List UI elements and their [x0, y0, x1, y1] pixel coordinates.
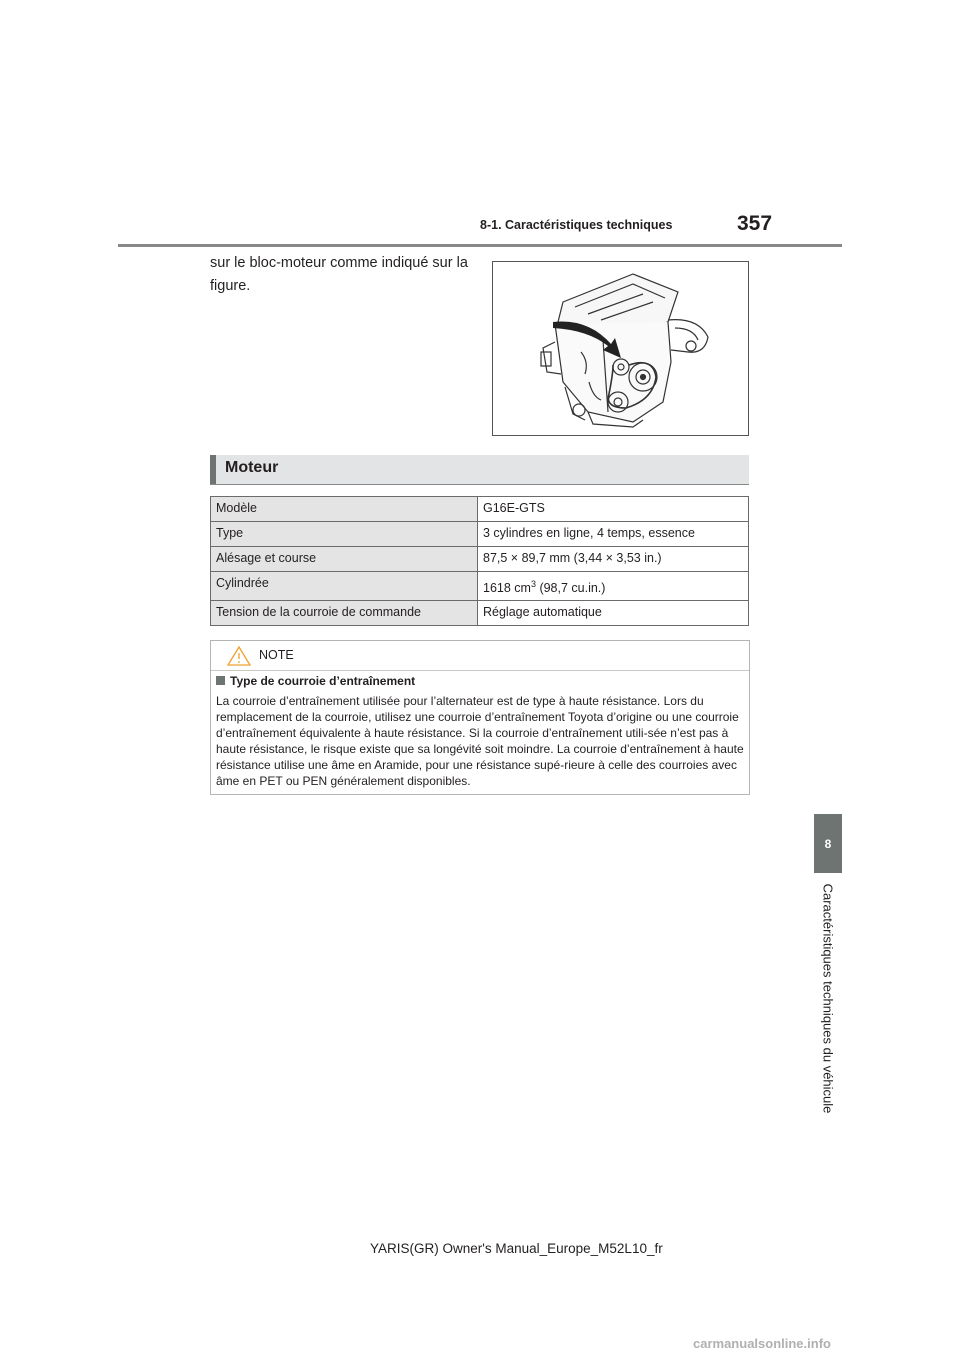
table-row [211, 547, 749, 572]
table-row [211, 522, 749, 547]
table-row [211, 497, 749, 522]
running-header: 8-1. Caractéristiques techniques [480, 218, 673, 232]
chapter-tab [814, 814, 842, 873]
chapter-tab-number: 8 [824, 837, 832, 851]
engine-illustration [493, 262, 748, 435]
spec-label: Cylindrée [211, 572, 478, 601]
chapter-side-label: Caractéristiques techniques du véhicule [820, 883, 836, 1114]
note-header [211, 641, 749, 671]
note-body: La courroie d’entraînement utilisée pour l’alternateur est de type à haute résistance. Lors du remplacement de la courroie, utilisez une courroie d’entraînement Toyota d’origine ou une courroie d’entraînement équivalente à haute résistance. Si la courroie d’entraînement utili-sée n’est pas à haute résistance, le risque existe que sa longévité soit moindre. La courroie d’entraînement à haute résistance utilise une âme en Aramide, pour une résistance supé-rieure à celle des courroies avec âme en PET ou PEN généralement disponibles. [216, 694, 744, 788]
note-box [210, 640, 750, 795]
bullet-square-icon [216, 676, 225, 685]
engine-figure [492, 261, 749, 436]
warning-triangle-icon [227, 646, 251, 666]
spec-value: G16E-GTS [478, 497, 749, 522]
spec-value-superscript: 3 [530, 579, 536, 589]
spec-value: Réglage automatique [478, 601, 749, 626]
table-row [211, 601, 749, 626]
footer-manual-id: YARIS(GR) Owner's Manual_Europe_M52L10_fr [370, 1241, 663, 1256]
note-label: NOTE [259, 648, 294, 662]
section-heading [210, 455, 749, 485]
spec-value [478, 572, 749, 601]
section-title: Moteur [225, 459, 279, 476]
spec-label: Modèle [211, 497, 478, 522]
spec-label: Alésage et course [211, 547, 478, 572]
header-rule [118, 244, 842, 247]
spec-value: 3 cylindres en ligne, 4 temps, essence [478, 522, 749, 547]
spec-value-rest: (98,7 cu.in.) [535, 581, 606, 596]
note-subheading-text: Type de courroie d’entraînement [230, 674, 416, 688]
page-number: 357 [737, 212, 773, 235]
spec-value: 87,5 × 89,7 mm (3,44 × 3,53 in.) [478, 547, 749, 572]
section-heading-bar [210, 455, 216, 484]
watermark: carmanualsonline.info [693, 1336, 831, 1351]
spec-table [210, 496, 749, 626]
spec-value-main: 1618 cm [483, 581, 531, 596]
table-row [211, 572, 749, 601]
intro-text: sur le bloc-moteur comme indiqué sur la figure. [210, 255, 468, 294]
spec-label: Tension de la courroie de commande [211, 601, 478, 626]
spec-label: Type [211, 522, 478, 547]
note-subheading [216, 674, 415, 688]
